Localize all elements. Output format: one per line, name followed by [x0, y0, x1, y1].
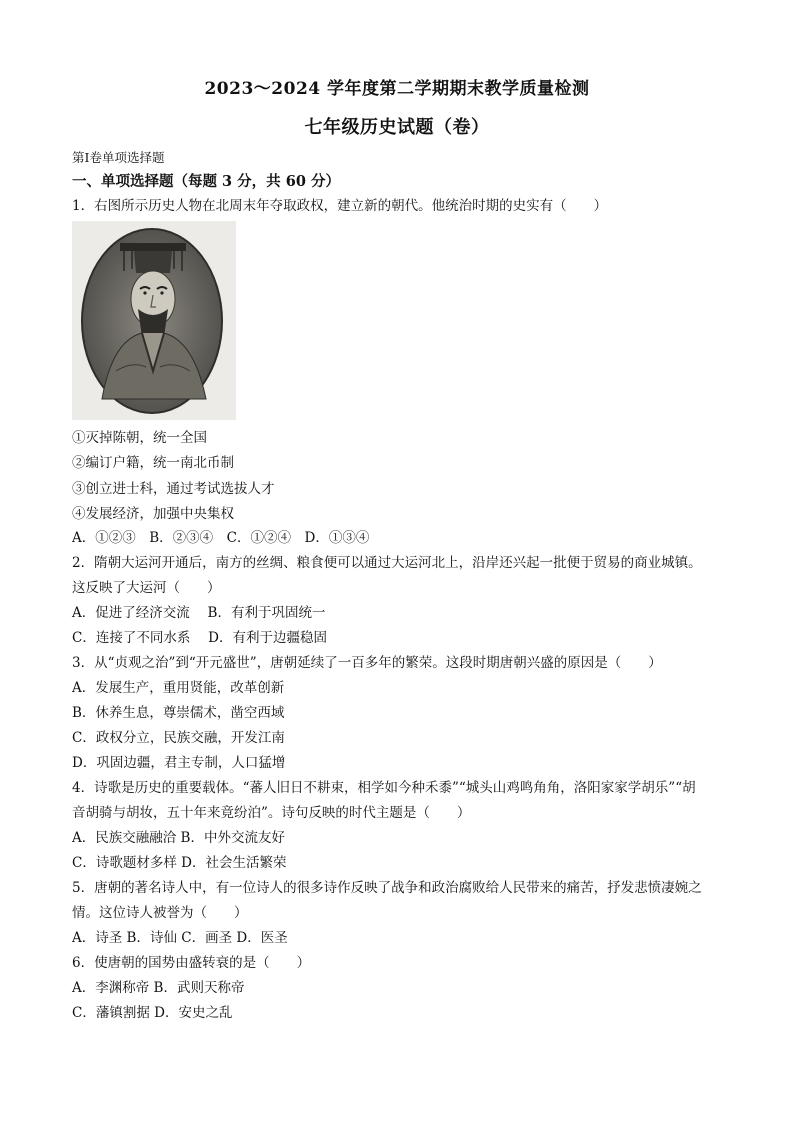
q1-statement-4: ④发展经济，加强中央集权 [72, 506, 234, 522]
q5-stem-line2: 情。这位诗人被誉为（ ） [72, 905, 248, 921]
q1-statement-1: ①灭掉陈朝，统一全国 [72, 430, 207, 446]
q4-options-line2: C．诗歌题材多样 D．社会生活繁荣 [72, 855, 287, 871]
q2-options-line2: C．连接了不同水系 D．有利于边疆稳固 [72, 630, 327, 646]
exam-title: 2023～2024 学年度第二学期期末教学质量检测 [204, 79, 590, 99]
q3-option-d: D．巩固边疆，君主专制，人口猛增 [72, 755, 286, 771]
q1-stem: 1．右图所示历史人物在北周末年夺取政权，建立新的朝代。他统治时期的史实有（ ） [72, 198, 608, 214]
q4-stem-line1: 4．诗歌是历史的重要载体。“蕃人旧日不耕束，相学如今种禾黍”“城头山鸡鸣角角，洛阳家家学胡乐”“胡 [72, 780, 696, 796]
q5-options: A．诗圣 B．诗仙 C．画圣 D．医圣 [72, 930, 288, 946]
emperor-portrait-icon [72, 221, 236, 420]
q5-stem-line1: 5．唐朝的著名诗人中，有一位诗人的很多诗作反映了战争和政治腐败给人民带来的痛苦，抒发悲愤凄婉之 [72, 880, 702, 896]
exam-subtitle: 七年级历史试题（卷） [304, 117, 490, 138]
q6-stem: 6．使唐朝的国势由盛转衰的是（ ） [72, 955, 311, 971]
q3-option-b: B．休养生息，尊崇儒术，凿空西域 [72, 705, 285, 721]
q3-option-a: A．发展生产，重用贤能，改革创新 [72, 680, 285, 696]
emperor-portrait [72, 221, 236, 420]
q2-stem-line2: 这反映了大运河（ ） [72, 580, 221, 596]
q4-options-line1: A．民族交融融洽 B．中外交流友好 [72, 830, 285, 846]
q6-options-line2: C．藩镇割据 D．安史之乱 [72, 1005, 233, 1021]
section-label: 第Ⅰ卷单项选择题 [72, 150, 165, 165]
q3-option-c: C．政权分立，民族交融，开发江南 [72, 730, 285, 746]
q2-options-line1: A．促进了经济交流 B．有利于巩固统一 [72, 605, 326, 621]
q6-options-line1: A．李渊称帝 B．武则天称帝 [72, 980, 245, 996]
q1-statement-2: ②编订户籍，统一南北币制 [72, 455, 234, 471]
q4-stem-line2: 音胡骑与胡妆，五十年来竟纷泊”。诗句反映的时代主题是（ ） [72, 805, 471, 821]
q2-stem-line1: 2．隋朝大运河开通后，南方的丝绸、粮食便可以通过大运河北上，沿岸还兴起一批便于贸易的商业城镇。 [72, 555, 702, 571]
part-heading: 一、单项选择题（每题 3 分，共 60 分） [72, 173, 340, 190]
q3-stem: 3．从“贞观之治”到“开元盛世”，唐朝延续了一百多年的繁荣。这段时期唐朝兴盛的原因是（ ） [72, 655, 662, 671]
q1-options: A．①②③ B．②③④ C．①②④ D．①③④ [72, 530, 370, 546]
q1-statement-3: ③创立进士科，通过考试选拔人才 [72, 481, 275, 497]
